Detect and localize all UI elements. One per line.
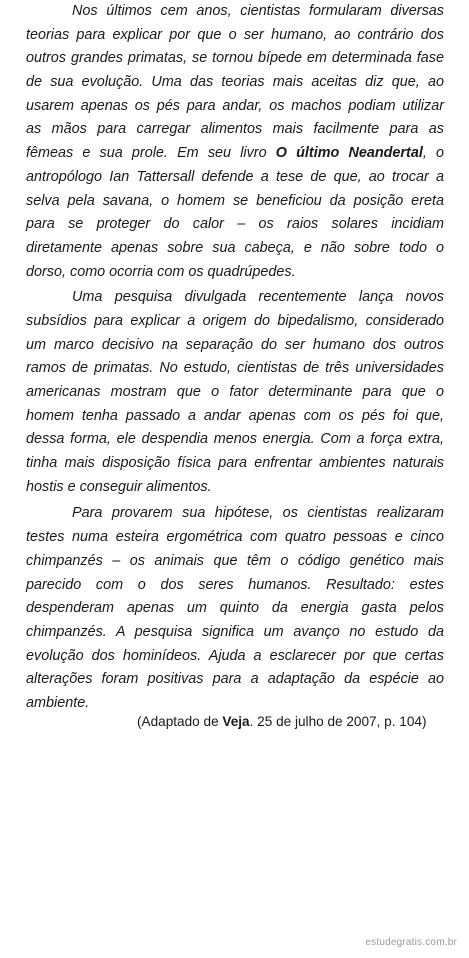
text-line: Nos últimos cem anos, cientistas formularam diversas xyxy=(72,3,444,19)
text-line: alterações foram positivas para a adaptação da espécie ao xyxy=(26,671,444,688)
article-text xyxy=(26,0,444,716)
source-citation xyxy=(137,714,426,729)
text-line: de sua evolução. Uma das teorias mais aceitas diz que, ao xyxy=(26,74,444,91)
text-line: subsídios para explicar a origem do bipedalismo, considerado xyxy=(26,312,444,329)
text-line: selva pela savana, o homem se beneficiou da posição ereta xyxy=(26,192,444,209)
text-line: ramos de primatas. No estudo, cientistas de três universidades xyxy=(26,360,444,377)
text-line: um marco decisivo na separação do ser humano dos outros xyxy=(26,336,444,353)
paragraph-1 xyxy=(26,0,444,284)
book-title: O último Neandertal xyxy=(275,145,423,162)
text-line: testes numa esteira ergométrica com quatro pessoas e cinco xyxy=(26,529,444,546)
watermark: estudegratis.com.br xyxy=(365,937,457,948)
text-line: evolução dos hominídeos. Ajuda a esclarecer por que certas xyxy=(26,647,444,664)
text-line: antropólogo Ian Tattersall defende a tese de que, ao trocar a xyxy=(26,168,444,185)
text-line: parecido com o dos seres humanos. Resultado: estes xyxy=(26,576,444,593)
text-line: chimpanzés. A pesquisa significa um avanço no estudo da xyxy=(26,623,444,640)
text-line: dessa forma, ele despendia menos energia. Com a força extra, xyxy=(26,431,444,448)
text-line: Para provarem sua hipótese, os cientistas realizaram xyxy=(72,505,444,522)
text-line: hostis e conseguir alimentos. xyxy=(26,478,212,495)
source-suffix: . 25 de julho de 2007, p. 104) xyxy=(249,714,427,729)
text-line: tinha mais disposição física para enfrentar ambientes naturais xyxy=(26,455,444,472)
text-segment: , o xyxy=(422,145,444,162)
text-line: as mãos para carregar alimentos mais facilmente para as xyxy=(26,121,444,138)
text-line: diretamente apenas sobre sua cabeça, e não sobre todo o xyxy=(26,239,444,256)
text-line: Uma pesquisa divulgada recentemente lança novos xyxy=(72,289,444,306)
text-line: usarem apenas os pés para andar, os machos podiam utilizar xyxy=(26,97,444,114)
paragraph-3 xyxy=(26,502,444,715)
text-line: despenderam apenas um quinto da energia gasta pelos xyxy=(26,600,444,617)
text-line: dorso, como ocorria com os quadrúpedes. xyxy=(26,263,296,280)
text-line: homem tenha passado a andar apenas com os pés foi que, xyxy=(26,407,444,424)
source-prefix: (Adaptado de xyxy=(137,714,223,729)
text-line: chimpanzés – os animais que têm o código genético mais xyxy=(26,552,444,569)
text-line: para se proteger do calor – os raios solares incidiam xyxy=(26,216,444,233)
text-line xyxy=(26,142,444,166)
text-segment: fêmeas e sua prole. Em seu livro xyxy=(26,145,276,162)
text-line: teorias para explicar por que o ser humano, ao contrário dos xyxy=(26,26,444,43)
text-line: ambiente. xyxy=(26,694,90,711)
source-publication: Veja xyxy=(222,714,250,729)
text-line: americanas mostram que o fator determinante para que o xyxy=(26,384,444,400)
text-line: outros grandes primatas, se tornou bípede em determinada fase xyxy=(26,50,444,67)
paragraph-2 xyxy=(26,286,444,499)
